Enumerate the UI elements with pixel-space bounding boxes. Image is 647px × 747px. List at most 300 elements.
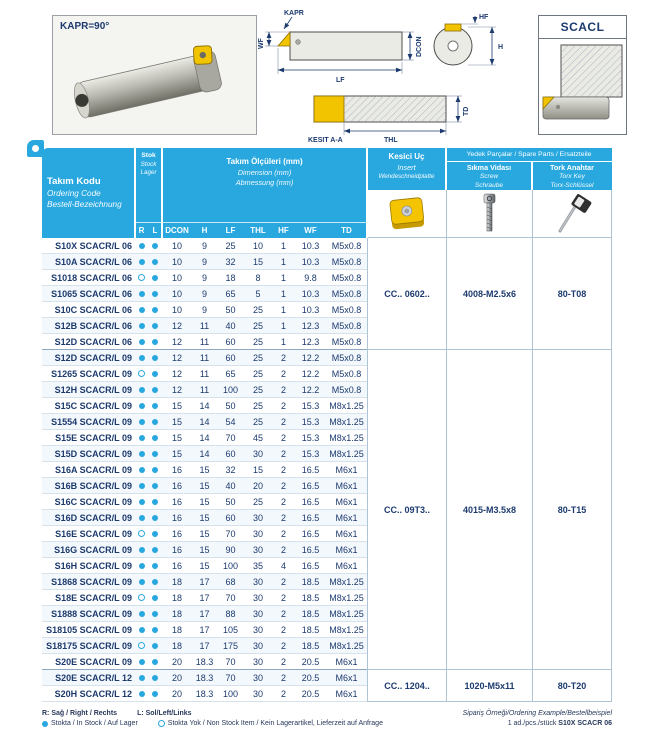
dim-h: 15 <box>199 480 210 491</box>
dim-dcon: 10 <box>171 256 182 267</box>
dim-td: M6x1 <box>335 528 358 539</box>
in-stock-dot <box>139 323 145 329</box>
dim-hf: 1 <box>280 240 286 251</box>
header-dims-tr: Takım Ölçüleri (mm) <box>226 157 303 166</box>
dim-hf: 2 <box>280 624 286 635</box>
header-screw <box>446 162 532 190</box>
header-screw-de: Schraube <box>474 181 504 189</box>
dim-td: M8x1.25 <box>329 400 364 411</box>
dim-lf: 100 <box>222 384 239 395</box>
in-stock-dot <box>139 435 145 441</box>
dim-lf: 70 <box>225 672 236 683</box>
dim-wf: 16.5 <box>301 480 320 491</box>
dim-hf: 2 <box>280 592 286 603</box>
table-row <box>42 510 367 526</box>
dim-wf: 15.3 <box>301 416 320 427</box>
dim-h: 18.3 <box>195 656 214 667</box>
dim-h: 9 <box>201 240 207 251</box>
table-row <box>42 302 367 318</box>
dim-hf: 2 <box>280 528 286 539</box>
in-stock-dot <box>139 467 145 473</box>
dim-td: M5x0.8 <box>331 288 362 299</box>
stock-cell-r <box>135 291 148 297</box>
stock-cell-l <box>148 307 162 313</box>
legend-in-stock: Stokta / In Stock / Auf Lager <box>51 720 138 727</box>
header-dims-en: Dimension (mm) <box>237 167 292 177</box>
stock-cell-l <box>148 259 162 265</box>
in-stock-dot <box>139 579 145 585</box>
stock-cell-r <box>135 530 148 537</box>
table-row <box>42 286 367 302</box>
dim-thl: 25 <box>252 368 263 379</box>
dim-dcon: 12 <box>171 368 182 379</box>
dim-td: M6x1 <box>335 656 358 667</box>
screw-code: 4008-M2.5x6 <box>447 238 532 350</box>
dim-wf: 12.2 <box>301 384 320 395</box>
dim-wf: 20.5 <box>301 656 320 667</box>
tool-photo-panel <box>52 15 257 135</box>
in-stock-dot <box>139 307 145 313</box>
dim-wf: 16.5 <box>301 560 320 571</box>
dim-td: M8x1.25 <box>329 448 364 459</box>
dim-lf: 70 <box>225 528 236 539</box>
screw-image <box>480 193 500 235</box>
dim-lf: 100 <box>222 560 239 571</box>
table-row <box>42 590 367 606</box>
ordering-example <box>463 710 612 730</box>
dim-hf: 2 <box>280 416 286 427</box>
header-torx <box>532 162 612 190</box>
dim-wf: 16.5 <box>301 496 320 507</box>
screw-code: 1020-M5x11 <box>447 670 532 702</box>
dim-lf: 70 <box>225 432 236 443</box>
dim-dcon: 10 <box>171 288 182 299</box>
insert-image <box>384 193 430 235</box>
dim-thl: 25 <box>252 400 263 411</box>
tool-code: S1554 SCACR/L 09 <box>51 416 132 427</box>
in-stock-dot <box>152 355 158 361</box>
stock-cell-l <box>148 531 162 537</box>
stock-cell-r <box>135 370 148 377</box>
non-stock-dot <box>138 274 145 281</box>
dim-dcon: 18 <box>171 640 182 651</box>
dim-wf: 10.3 <box>301 304 320 315</box>
torx-key-image <box>551 193 593 235</box>
dim-wf: 12.3 <box>301 320 320 331</box>
dim-thl: 30 <box>252 592 263 603</box>
in-stock-dot <box>152 643 158 649</box>
table-row <box>42 606 367 622</box>
stock-cell-r <box>135 435 148 441</box>
dim-lf: 32 <box>225 464 236 475</box>
table-row <box>42 622 367 638</box>
in-stock-dot <box>152 419 158 425</box>
stock-cell-r <box>135 259 148 265</box>
table-row <box>42 398 367 414</box>
table-row <box>42 254 367 270</box>
in-stock-dot <box>152 515 158 521</box>
tool-code: S16E SCACR/L 09 <box>55 528 132 539</box>
dim-dcon: 10 <box>171 272 182 283</box>
dim-thl: 30 <box>252 656 263 667</box>
header-stock-en: Stock <box>140 160 157 168</box>
in-stock-dot <box>152 275 158 281</box>
stock-cell-l <box>148 691 162 697</box>
dim-lf: 32 <box>225 256 236 267</box>
dim-hf: 1 <box>280 320 286 331</box>
in-stock-dot <box>139 419 145 425</box>
dim-td: M6x1 <box>335 560 358 571</box>
in-stock-dot <box>152 243 158 249</box>
in-stock-dot <box>152 435 158 441</box>
label-kesit: KESIT A-A <box>308 137 343 144</box>
header-divider <box>366 148 368 238</box>
tool-code: S12H SCACR/L 09 <box>54 384 132 395</box>
stock-cell-l <box>148 291 162 297</box>
in-stock-dot <box>152 563 158 569</box>
stock-cell-l <box>148 339 162 345</box>
stock-cell-r <box>135 355 148 361</box>
in-stock-dot <box>139 515 145 521</box>
tool-code: S18105 SCACR/L 09 <box>46 624 132 635</box>
in-stock-dot <box>139 691 145 697</box>
tool-code: S20E SCACR/L 12 <box>55 672 132 683</box>
dim-thl: 30 <box>252 640 263 651</box>
dim-hf: 1 <box>280 272 286 283</box>
tool-photo <box>53 16 256 134</box>
dim-td: M5x0.8 <box>331 368 362 379</box>
table-row <box>42 318 367 334</box>
tool-code: S18175 SCACR/L 09 <box>46 640 132 651</box>
in-stock-dot <box>152 371 158 377</box>
header-tool-code <box>42 148 135 238</box>
scacl-drawing <box>539 39 626 134</box>
stock-cell-r <box>135 387 148 393</box>
stock-cell-l <box>148 403 162 409</box>
insert-end-view <box>445 24 461 31</box>
in-stock-dot <box>152 595 158 601</box>
in-stock-dot <box>152 579 158 585</box>
dim-wf: 16.5 <box>301 464 320 475</box>
stock-cell-r <box>135 419 148 425</box>
dim-thl: 15 <box>252 464 263 475</box>
label-dcon: DCON <box>416 36 423 57</box>
dim-dcon: 10 <box>171 240 182 251</box>
header-insert <box>367 148 446 238</box>
dim-dcon: 16 <box>171 480 182 491</box>
dim-dcon: 16 <box>171 512 182 523</box>
table-row <box>42 526 367 542</box>
dim-h: 11 <box>199 352 210 363</box>
dim-dcon: 15 <box>171 416 182 427</box>
dim-td: M6x1 <box>335 672 358 683</box>
tool-code: S15C SCACR/L 09 <box>54 400 132 411</box>
stock-cell-l <box>148 547 162 553</box>
example-qty: 1 ad./pcs./stück <box>507 720 557 727</box>
dim-h: 15 <box>199 512 210 523</box>
dim-wf: 10.3 <box>301 256 320 267</box>
header-insert-en: Insert <box>397 162 416 172</box>
header-stock-tr: Stok <box>141 152 156 159</box>
dim-td: M5x0.8 <box>331 256 362 267</box>
dim-dcon: 16 <box>171 544 182 555</box>
in-stock-dot <box>139 259 145 265</box>
dim-wf: 9.8 <box>304 272 317 283</box>
boring-bar-scacl <box>543 97 609 119</box>
header-divider <box>531 161 533 190</box>
tool-code: S16D SCACR/L 09 <box>54 512 132 523</box>
dim-td: M6x1 <box>335 496 358 507</box>
non-stock-dot <box>138 642 145 649</box>
header-dimensions <box>162 148 367 238</box>
stock-cell-l <box>148 563 162 569</box>
stock-cell-r <box>135 467 148 473</box>
insert-image-cell <box>367 190 446 238</box>
stock-cell-l <box>148 371 162 377</box>
in-stock-dot <box>139 339 145 345</box>
dim-lf: 60 <box>225 448 236 459</box>
in-stock-dot <box>152 531 158 537</box>
dim-h: 14 <box>199 416 210 427</box>
stock-cell-r <box>135 691 148 697</box>
insert-code: CC.. 1204.. <box>368 670 446 702</box>
dim-wf: 18.5 <box>301 624 320 635</box>
col-header-hf: HF <box>278 226 289 235</box>
dim-wf: 18.5 <box>301 576 320 587</box>
in-stock-dot <box>139 547 145 553</box>
tool-code: S1018 SCACR/L 06 <box>51 272 132 283</box>
dim-hf: 2 <box>280 464 286 475</box>
col-header-td: TD <box>341 226 352 235</box>
in-stock-dot <box>139 675 145 681</box>
dim-lf: 100 <box>222 688 239 699</box>
dim-h: 11 <box>199 320 210 331</box>
dim-td: M5x0.8 <box>331 352 362 363</box>
in-stock-dot <box>139 291 145 297</box>
stock-cell-l <box>148 451 162 457</box>
table-body <box>42 238 612 702</box>
table-row <box>42 558 367 574</box>
in-stock-dot <box>152 499 158 505</box>
dim-wf: 18.5 <box>301 608 320 619</box>
dim-h: 15 <box>199 544 210 555</box>
dim-h: 18.3 <box>195 688 214 699</box>
dim-lf: 68 <box>225 576 236 587</box>
stock-cell-r <box>135 515 148 521</box>
dim-wf: 18.5 <box>301 592 320 603</box>
stock-cell-l <box>148 323 162 329</box>
in-stock-dot <box>152 627 158 633</box>
torx-key-image-cell <box>532 190 612 238</box>
stock-cell-l <box>148 387 162 393</box>
rows-container <box>42 238 367 702</box>
dim-td: M5x0.8 <box>331 384 362 395</box>
dim-thl: 30 <box>252 544 263 555</box>
dim-thl: 25 <box>252 320 263 331</box>
dim-lf: 18 <box>225 272 236 283</box>
label-td: TD <box>463 106 470 116</box>
stock-cell-l <box>148 579 162 585</box>
dim-lf: 70 <box>225 656 236 667</box>
stock-cell-r <box>135 611 148 617</box>
dim-thl: 25 <box>252 384 263 395</box>
dimension-drawing <box>256 4 532 144</box>
stock-cell-r <box>135 659 148 665</box>
in-stock-dot <box>139 355 145 361</box>
dim-h: 15 <box>199 496 210 507</box>
dim-td: M8x1.25 <box>329 432 364 443</box>
header-stock-de: Lager <box>140 169 157 177</box>
header-insert-de: Wendeschneidplatte <box>378 172 435 180</box>
dim-dcon: 12 <box>171 320 182 331</box>
dim-dcon: 16 <box>171 464 182 475</box>
dim-h: 15 <box>199 560 210 571</box>
dim-h: 17 <box>199 576 210 587</box>
product-table <box>42 148 612 702</box>
dim-lf: 25 <box>225 240 236 251</box>
table-row <box>42 686 367 702</box>
dim-thl: 10 <box>252 240 263 251</box>
stock-cell-r <box>135 483 148 489</box>
dim-hf: 2 <box>280 576 286 587</box>
header-torx-en: Torx Key <box>559 172 585 180</box>
dim-thl: 30 <box>252 672 263 683</box>
table-row <box>42 446 367 462</box>
dim-td: M5x0.8 <box>331 272 362 283</box>
dim-dcon: 16 <box>171 560 182 571</box>
col-header-thl: THL <box>250 226 266 235</box>
stock-cell-l <box>148 483 162 489</box>
in-stock-dot <box>152 467 158 473</box>
dim-h: 11 <box>199 384 210 395</box>
footer-legend <box>42 710 383 730</box>
insert-side-view <box>278 32 290 46</box>
stock-cell-r <box>135 307 148 313</box>
dim-td: M8x1.25 <box>329 592 364 603</box>
tool-code: S12B SCACR/L 06 <box>54 320 132 331</box>
stock-cell-l <box>148 611 162 617</box>
header-tool-code-en: Ordering Code <box>47 189 101 199</box>
dim-wf: 10.3 <box>301 288 320 299</box>
dim-h: 17 <box>199 640 210 651</box>
in-stock-dot <box>139 483 145 489</box>
dim-wf: 20.5 <box>301 688 320 699</box>
stock-cell-l <box>148 499 162 505</box>
dim-hf: 4 <box>280 560 286 571</box>
stock-cell-l <box>148 675 162 681</box>
stock-cell-l <box>148 467 162 473</box>
in-stock-dot <box>139 403 145 409</box>
dim-wf: 12.2 <box>301 368 320 379</box>
dim-lf: 50 <box>225 400 236 411</box>
dim-wf: 16.5 <box>301 544 320 555</box>
tool-code: S1265 SCACR/L 09 <box>51 368 132 379</box>
dim-dcon: 16 <box>171 528 182 539</box>
tool-code: S16B SCACR/L 09 <box>54 480 132 491</box>
header-dims-de: Abmessung (mm) <box>235 177 294 187</box>
stock-cell-l <box>148 643 162 649</box>
dim-h: 14 <box>199 400 210 411</box>
col-header-lf: LF <box>225 226 236 235</box>
dim-hf: 2 <box>280 640 286 651</box>
dim-dcon: 20 <box>171 656 182 667</box>
tool-code: S20E SCACR/L 09 <box>55 656 132 667</box>
stock-cell-r <box>135 243 148 249</box>
dim-h: 11 <box>199 368 210 379</box>
stock-cell-r <box>135 563 148 569</box>
tool-code: S1065 SCACR/L 06 <box>51 288 132 299</box>
dim-td: M8x1.25 <box>329 624 364 635</box>
side-view <box>258 10 423 84</box>
tool-code: S18E SCACR/L 09 <box>55 592 132 603</box>
dim-h: 17 <box>199 592 210 603</box>
non-stock-dot <box>138 370 145 377</box>
tool-code: S1888 SCACR/L 09 <box>51 608 132 619</box>
header-spare-line: Yedek Parçalar / Spare Parts / Ersatzteile <box>466 151 592 158</box>
in-stock-dot <box>152 547 158 553</box>
dim-h: 17 <box>199 608 210 619</box>
table-row <box>42 270 367 286</box>
label-wf: WF <box>258 38 265 49</box>
col-header-h: H <box>201 226 208 235</box>
end-view <box>434 14 503 65</box>
table-row <box>42 462 367 478</box>
dim-lf: 65 <box>225 368 236 379</box>
footer <box>42 710 612 730</box>
table-row <box>42 238 367 254</box>
dim-wf: 20.5 <box>301 672 320 683</box>
dim-wf: 15.3 <box>301 448 320 459</box>
dim-td: M5x0.8 <box>331 240 362 251</box>
stock-cell-l <box>148 275 162 281</box>
tool-code: S20H SCACR/L 12 <box>54 688 132 699</box>
dim-thl: 25 <box>252 336 263 347</box>
scacl-panel <box>538 15 627 135</box>
dim-hf: 2 <box>280 512 286 523</box>
dim-thl: 30 <box>252 688 263 699</box>
dim-td: M5x0.8 <box>331 336 362 347</box>
screw-image-cell <box>446 190 532 238</box>
in-stock-dot <box>152 307 158 313</box>
header-divider <box>445 148 447 190</box>
label-h: H <box>498 44 504 51</box>
dim-dcon: 10 <box>171 304 182 315</box>
table-row <box>42 478 367 494</box>
dim-thl: 25 <box>252 416 263 427</box>
tool-code: S10X SCACR/L 06 <box>55 240 132 251</box>
dim-dcon: 18 <box>171 608 182 619</box>
tool-code: S12D SCACR/L 09 <box>54 352 132 363</box>
tool-code: S16G SCACR/L 09 <box>54 544 132 555</box>
stock-cell-r <box>135 274 148 281</box>
dim-lf: 60 <box>225 336 236 347</box>
tool-code: S10C SCACR/L 06 <box>54 304 132 315</box>
dim-td: M8x1.25 <box>329 416 364 427</box>
dim-lf: 70 <box>225 592 236 603</box>
dim-h: 14 <box>199 448 210 459</box>
in-stock-dot <box>139 611 145 617</box>
table-row <box>42 542 367 558</box>
dim-h: 17 <box>199 624 210 635</box>
table-row <box>42 350 367 366</box>
in-stock-dot <box>152 259 158 265</box>
dim-lf: 65 <box>225 288 236 299</box>
dim-h: 14 <box>199 432 210 443</box>
in-stock-dot <box>139 451 145 457</box>
tool-code: S15D SCACR/L 09 <box>54 448 132 459</box>
dim-lf: 105 <box>222 624 239 635</box>
dim-thl: 35 <box>252 560 263 571</box>
